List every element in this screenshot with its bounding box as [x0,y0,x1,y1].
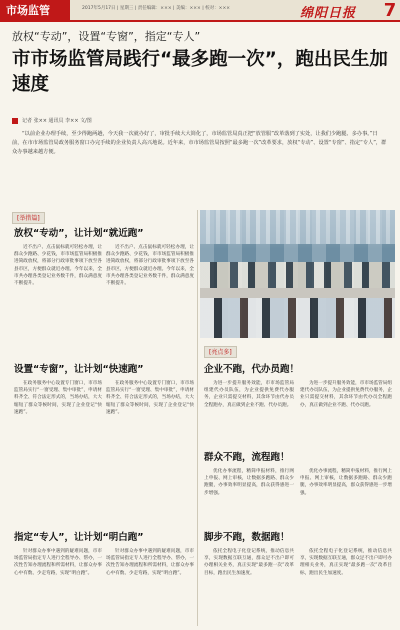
subhead-agent-service: 企业不跑，代办员跑！ [204,364,300,375]
body-text-agent-b: 为进一步提升服务效能，市市场监管局组建代办员队伍，为企业提供免费代办服务，企业只需提交材料，其余环节由代办员全程跑办，真正做到企业不跑、代办员跑。 [300,381,392,408]
article-byline [12,115,388,127]
article-kicker: 放权“专动”，设置“专窗”，指定“专人” [12,30,201,43]
column-divider [197,210,198,626]
body-text-data-a: 依托全程电子化登记系统，推动信息共享，实现数据互联互通，群众足不出户即可办理相关业务，真正实现“最多跑一次”改革目标，跑出民生加速度。 [204,549,294,576]
section-tag-highlights: [亮点多] [204,346,237,358]
subhead-window: 设置“专窗”，让计划“快速跑” [14,364,144,375]
body-text-process-a: 优化办事流程，精简申报材料，推行网上申报、网上审核，让数据多跑路、群众少跑腿，办事效率明显提高，群众获得感进一步增强。 [204,469,294,496]
section-label: 市场监管 [0,0,70,22]
body-text-process-b: 优化办事流程，精简申报材料，推行网上申报、网上审核，让数据多跑路、群众少跑腿，办事效率明显提高，群众获得感进一步增强。 [300,469,392,496]
service-hall-photo [200,210,395,338]
article-lead: “以前企业办理手续，至少得跑两趟，今天我一次就办好了，审批手续大大简化了，市场监管局真正把“放管服”改革落到了实处，让我们少跑腿、多办事。”日前，在市市场监管局政务服务窗口办完手续的企业负责人高兴地说。近年来，市市场监管局按照“最多跑一次”改革要求，放权“专动”、设置“专窗”、指定“专人”，群众办事越来越方便。 [12,131,387,155]
body-text-staff-b: 针对群众办事中遇到的疑难问题，市市场监管局指定专人进行全程导办、帮办，一次性告知办理流程和所需材料，让群众办事心中有数、少走弯路，实现“明白跑”。 [106,549,194,576]
byline-marker-icon [12,118,18,124]
dateline: 2017年5月17日 | 星期三 | 责任编辑：××× | 美编：××× | 校对：××× [82,6,230,11]
subhead-data: 脚步不跑，数据跑！ [204,532,290,543]
newspaper-masthead: 绵阳日报 [300,6,357,21]
body-text-agent-a: 为进一步提升服务效能，市市场监管局组建代办员队伍，为企业提供免费代办服务，企业只需提交材料，其余环节由代办员全程跑办，真正做到企业不跑、代办员跑。 [204,381,294,408]
body-text-decentralize-b: 近不出户、点击鼠标就可轻松办理，让群众少跑路、少花钱，市市场监管局积极推进简政放权，将部分行政审批事项下放至各县市区，方便群众就近办理。今年以来，全市共办理各类登记业务数千件，群众满意度不断提升。 [106,245,194,287]
body-text-decentralize-a: 近不出户、点击鼠标就可轻松办理，让群众少跑路、少花钱，市市场监管局积极推进简政放权，将部分行政审批事项下放至各县市区，方便群众就近办理。今年以来，全市共办理各类登记业务数千件，群众满意度不断提升。 [14,245,102,287]
byline-text: 记者 张×× 通讯员 李×× 文/图 [22,118,92,124]
body-text-data-b: 依托全程电子化登记系统，推动信息共享，实现数据互联互通，群众足不出户即可办理相关业务，真正实现“最多跑一次”改革目标，跑出民生加速度。 [300,549,392,576]
page-number: 7 [383,0,397,21]
body-text-window-b: 在政务服务中心设置专门窗口，市市场监管局实行“一窗受理、集中审批”，申请材料齐全、符合法定形式的，当场办结，大大缩短了群众等候时间，实现了企业登记“快速跑”。 [106,381,194,415]
article-headline: 市市场监管局践行“最多跑一次”，跑出民生加速度 [12,49,388,95]
body-text-staff-a: 针对群众办事中遇到的疑难问题，市市场监管局指定专人进行全程导办、帮办，一次性告知办理流程和所需材料，让群众办事心中有数、少走弯路，实现“明白跑”。 [14,549,102,576]
body-text-window-a: 在政务服务中心设置专门窗口，市市场监管局实行“一窗受理、集中审批”，申请材料齐全、符合法定形式的，当场办结，大大缩短了群众等候时间，实现了企业登记“快速跑”。 [14,381,102,415]
subhead-process: 群众不跑，流程跑！ [204,452,290,463]
subhead-designated-staff: 指定“专人”，让计划“明白跑” [14,532,144,543]
section-tag-measures: [举措篇] [12,212,45,224]
subhead-decentralize: 放权“专动”，让计划“就近跑” [14,228,144,239]
